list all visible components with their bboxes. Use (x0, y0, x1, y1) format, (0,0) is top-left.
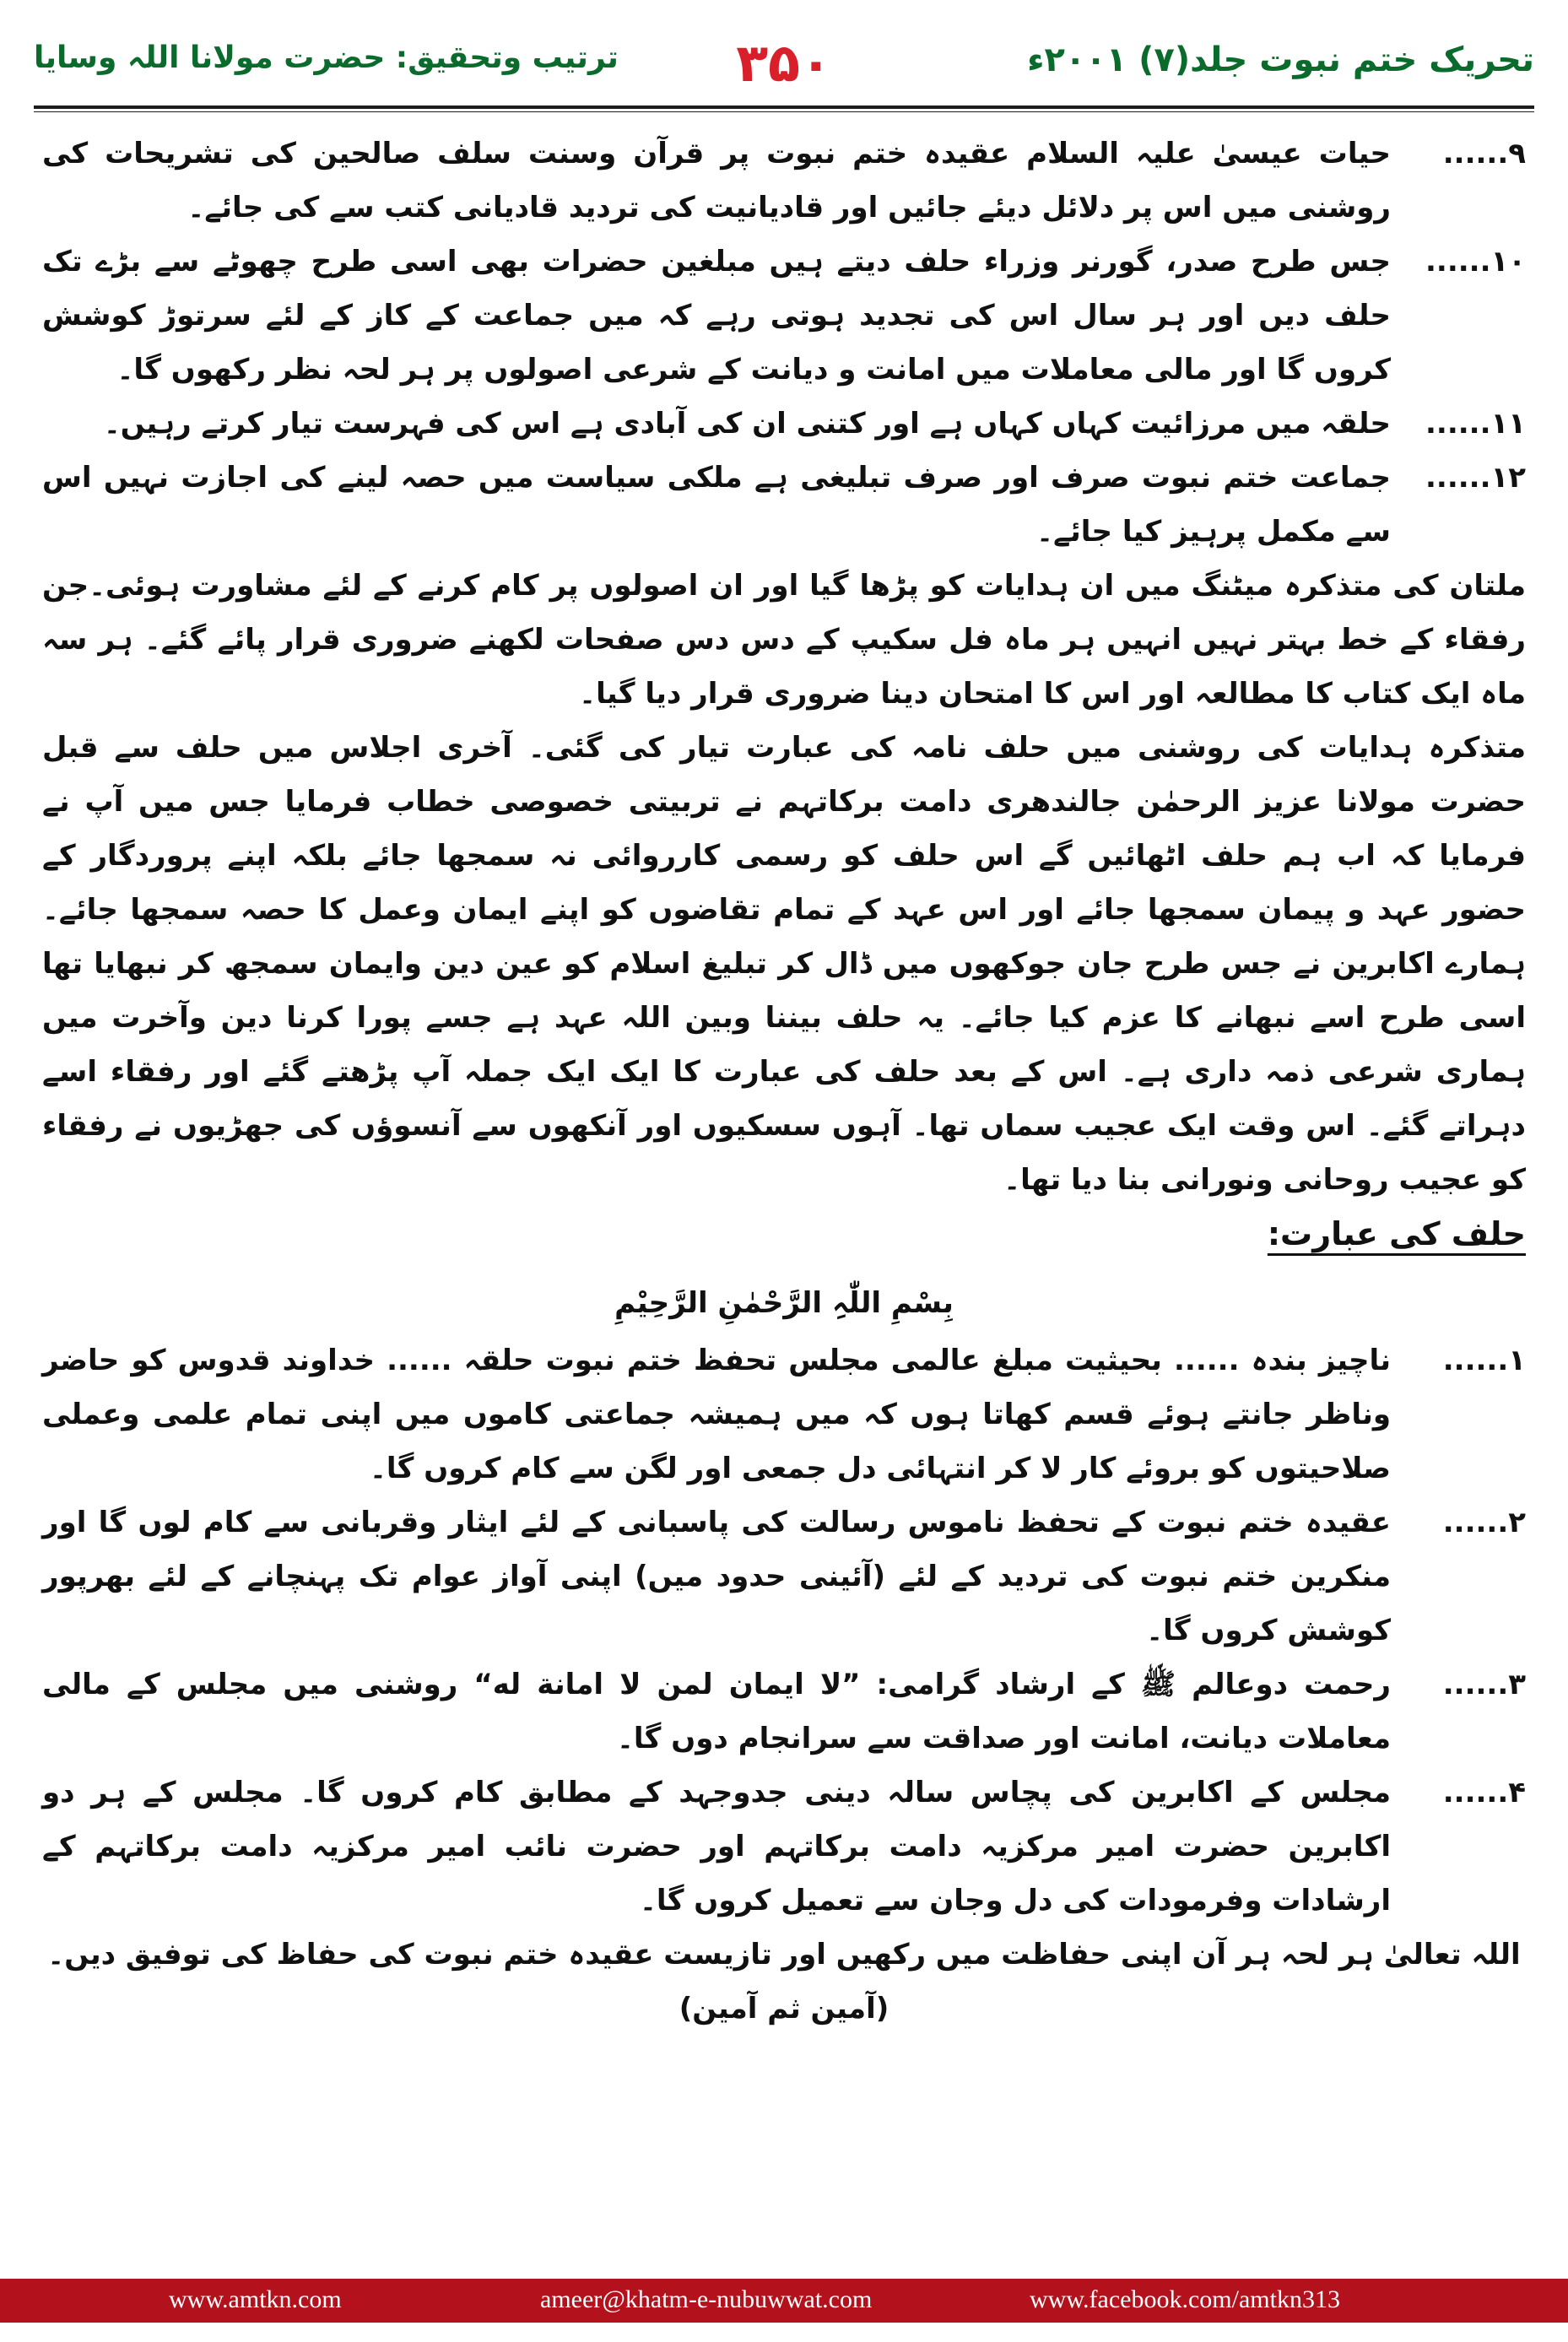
website-link[interactable]: www.amtkn.com (169, 2285, 342, 2313)
page-header (34, 17, 1534, 127)
list-item (42, 397, 1526, 451)
email-link[interactable]: ameer@khatm-e-nubuwwat.com (540, 2285, 873, 2313)
item-text: عقیدہ ختم نبوت کے تحفظ ناموس رسالت کی پاسبانی کے لئے ایثار وقربانی سے کام لوں گا اور منکرین ختم نبوت کی تردید کے لئے (آئینی حدود میں) اپنی آواز عوام تک پہنچانے کے لئے بھرپور کوشش کروں گا۔ (42, 1506, 1391, 1647)
item-text: ناچیز بندہ ...... بحیثیت مبلغ عالمی مجلس تحفظ ختم نبوت حلقہ ...... خداوند قدوس کو حاضر وناظر جانتے ہوئے قسم کھاتا ہوں کہ میں ہمیشہ جماعتی کاموں میں اپنی تمام علمی وعملی صلاحیتوں کو بروئے کار لا کر انتہائی دل جمعی اور لگن سے کام کروں گا۔ (42, 1344, 1392, 1485)
list-item (42, 1766, 1526, 1928)
basmala: بِسْمِ اللّٰہِ الرَّحْمٰنِ الرَّحِیْمِ (614, 1286, 954, 1320)
item-number: ۱۱...... (1425, 407, 1526, 441)
item-number: ۲...... (1442, 1506, 1526, 1539)
item-text: حیات عیسیٰ علیہ السلام عقیدہ ختم نبوت پر قرآن وسنت سلف صالحین کی تشریحات کی روشنی میں اس پر دلائل دیئے جائیں اور قادیانیت کی تردید قادیانی کتب سے کی جائے۔ (42, 137, 1391, 224)
list-item (42, 1658, 1526, 1766)
list-item (42, 127, 1526, 235)
page-number: ۳۵۰ (736, 32, 832, 94)
item-number: ۹...... (1442, 137, 1526, 170)
item-number: ۴...... (1442, 1776, 1526, 1809)
item-text: رحمت دوعالم ﷺ کے ارشاد گرامی: ”لا ایمان لمن لا امانة له“ روشنی میں مجلس کے مالی معاملات دیانت، امانت اور صداقت سے سرانجام دوں گا۔ (42, 1668, 1391, 1755)
item-text: جماعت ختم نبوت صرف اور صرف تبلیغی ہے ملکی سیاست میں حصہ لینے کی اجازت نہیں اس سے مکمل پرہیز کیا جائے۔ (42, 461, 1391, 549)
item-number: ۳...... (1442, 1668, 1526, 1701)
facebook-link[interactable]: www.facebook.com/amtkn313 (1030, 2285, 1340, 2313)
item-text: حلقہ میں مرزائیت کہاں کہاں ہے اور کتنی ان کی آبادی ہے اس کی فہرست تیار کرتے رہیں۔ (103, 407, 1391, 441)
item-text: جس طرح صدر، گورنر وزراء حلف دیتے ہیں مبلغین حضرات بھی اسی طرح چھوٹے سے بڑے تک حلف دیں اور ہر سال اس کی تجدید ہوتی رہے کہ میں جماعت کے کاز کے لئے سرتوڑ کوشش کروں گا اور مالی معاملات میں امانت و دیانت کے شرعی اصولوں پر ہر لحہ نظر رکھوں گا۔ (42, 245, 1391, 387)
book-title: تحریک ختم نبوت جلد(۷) ۲۰۰۱ء (1027, 41, 1534, 79)
item-number: ۱...... (1442, 1344, 1526, 1377)
paragraph: متذکرہ ہدایات کی روشنی میں حلف نامہ کی عبارت تیار کی گئی۔ آخری اجلاس میں حلف سے قبل حضرت مولانا عزیز الرحمٰن جالندھری دامت برکاتہم نے تربیتی خصوصی خطاب فرمایا جس میں آپ نے فرمایا کہ اب ہم حلف اٹھائیں گے اس حلف کو رسمی کارروائی نہ سمجھا جائے بلکہ اپنے پروردگار کے حضور عہد و پیمان سمجھا جائے اور اس عہد کے تمام تقاضوں کو اپنے ایمان وعمل کا حصہ سمجھا جائے۔ ہمارے اکابرین نے جس طرح جان جوکھوں میں ڈال کر تبلیغ اسلام کو عین دین وایمان سمجھ کر نبھایا تھا اسی طرح اسے نبھانے کا عزم کیا جائے۔ یہ حلف بیننا وبین اللہ عہد ہے جسے پورا کرنا دین وآخرت میں ہماری شرعی ذمہ داری ہے۔ اس کے بعد حلف کی عبارت کا ایک ایک جملہ آپ پڑھتے گئے اور رفقاء اسے دہراتے گئے۔ اس وقت ایک عجیب سماں تھا۔ آہوں سسکیوں اور آنکھوں سے آنسوؤں کی جھڑیوں نے رفقاء کو عجیب روحانی ونورانی بنا دیا تھا۔ (42, 731, 1526, 1197)
header-rule (34, 105, 1534, 109)
page-footer (0, 2279, 1568, 2323)
page-body (42, 127, 1526, 2036)
item-number: ۱۰...... (1425, 245, 1526, 279)
paragraph: ملتان کی متذکرہ میٹنگ میں ان ہدایات کو پڑھا گیا اور ان اصولوں پر کام کرنے کے لئے مشاورت ہوئی۔جن رفقاء کے خط بہتر نہیں انہیں ہر ماہ فل سکیپ کے دس دس صفحات لکھنے ضروری قرار پائے گئے۔ ہر سہ ماہ ایک کتاب کا مطالعہ اور اس کا امتحان دینا ضروری قرار دیا گیا۔ (42, 569, 1526, 711)
item-text: مجلس کے اکابرین کی پچاس سالہ دینی جدوجہد کے مطابق کام کروں گا۔ مجلس کے ہر دو اکابرین حضرت امیر مرکزیہ دامت برکاتہم اور حضرت نائب امیر مرکزیہ دامت برکاتہم کے ارشادات وفرمودات کی دل وجان سے تعمیل کروں گا۔ (42, 1776, 1391, 1917)
list-item (42, 235, 1526, 397)
item-number: ۱۲...... (1425, 461, 1526, 495)
header-rule-thin (34, 111, 1534, 112)
compiler-credit: ترتیب وتحقیق: حضرت مولانا اللہ وسایا (34, 41, 619, 75)
closing-prayer: اللہ تعالیٰ ہر لحہ ہر آن اپنی حفاظت میں رکھیں اور تازیست عقیدہ ختم نبوت کی حفاظ کی توفیق دیں۔ (آمین ثم آمین) (47, 1938, 1521, 2026)
list-item (42, 451, 1526, 559)
list-item (42, 1496, 1526, 1658)
list-item (42, 1333, 1526, 1496)
section-heading: حلف کی عبارت: (1267, 1215, 1526, 1252)
